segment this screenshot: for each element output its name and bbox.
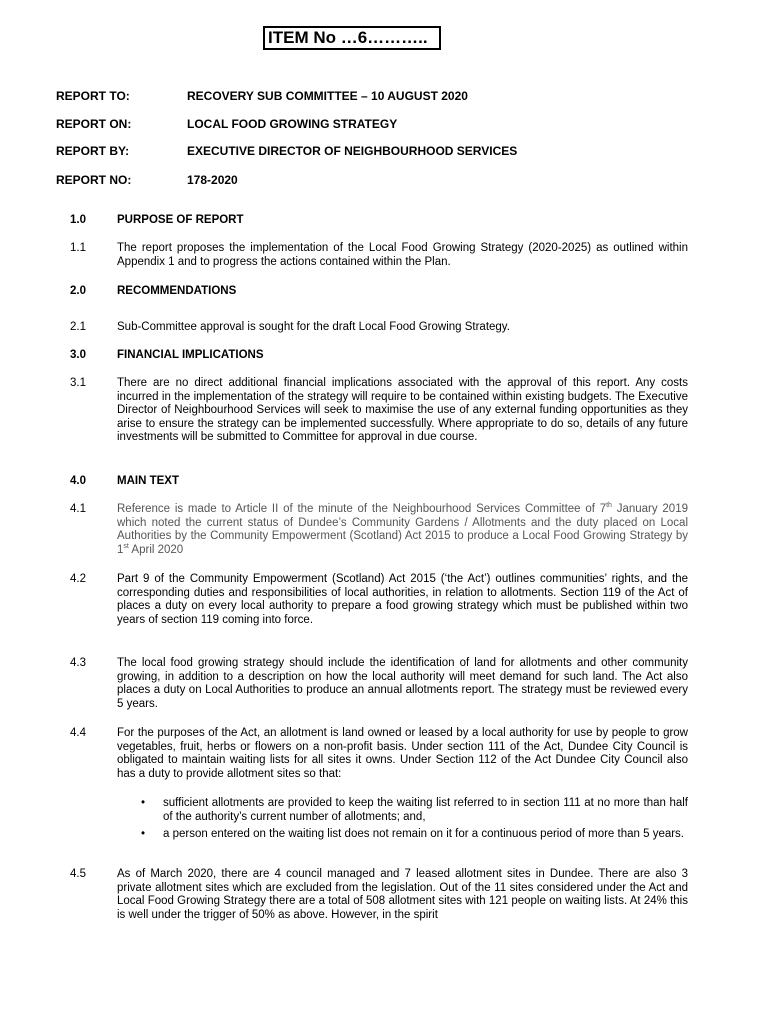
section-heading: PURPOSE OF REPORT <box>117 214 244 226</box>
report-on-label: REPORT ON: <box>56 117 132 131</box>
list-item: • sufficient allotments are provided to keep the waiting list referred to in section 111 at no more than half of the authority’s current number of allotments; and, <box>141 797 688 823</box>
paragraph-text: The report proposes the implementation of the Local Food Growing Strategy (2020-2025) as outlined within Appendix 1 and to progress the actions contained within the Plan. <box>117 242 688 268</box>
paragraph-number: 4.3 <box>70 657 86 669</box>
paragraph-number: 3.1 <box>70 377 86 389</box>
paragraph-number: 1.1 <box>70 242 86 254</box>
report-to-label: REPORT TO: <box>56 89 130 103</box>
paragraph-number: 4.1 <box>70 503 86 515</box>
paragraph-number: 2.1 <box>70 321 86 333</box>
section-number: 2.0 <box>70 285 86 297</box>
section-number: 1.0 <box>70 214 86 226</box>
bullet-icon: • <box>141 797 146 809</box>
paragraph-text: Part 9 of the Community Empowerment (Scotland) Act 2015 (‘the Act’) outlines communities’ rights, and the corresponding duties and responsibilities of local authorities, in relation to allotments. Section 119 of the Act of places a duty on every local authority to prepare a food growing strategy which must be published within two years of section 119 coming into force. <box>117 573 688 626</box>
section-number: 3.0 <box>70 349 86 361</box>
section-number: 4.0 <box>70 475 86 487</box>
paragraph-text: The local food growing strategy should include the identification of land for allotments and other community growing, in addition to a description on how the local authority will meet demand for such land. The Act also places a duty on Local Authorities to produce an annual allotments report. The strategy must be reviewed every 5 years. <box>117 657 688 710</box>
section-heading: MAIN TEXT <box>117 475 179 487</box>
paragraph-text: As of March 2020, there are 4 council managed and 7 leased allotment sites in Dundee. There are also 3 private allotment sites which are excluded from the legislation. Out of the 11 sites considered under the Act and Local Food Growing Strategy there are a total of 508 allotment sites with 121 people on waiting lists. At 24% this is well under the trigger of 50% as above. However, in the spirit <box>117 868 688 921</box>
report-to-value: RECOVERY SUB COMMITTEE – 10 AUGUST 2020 <box>187 89 468 103</box>
paragraph-number: 4.5 <box>70 868 86 880</box>
paragraph-text: There are no direct additional financial implications associated with the approval of this report. Any costs incurred in the implementation of the strategy will require to be contained within existing budgets. The Executive Director of Neighbourhood Services will seek to maximise the use of any external funding opportunities as they arise to ensure the strategy can be implemented successfully. Where appropriate to do so, details of any future investments will be submitted to Committee for approval in due course. <box>117 377 688 444</box>
report-by-label: REPORT BY: <box>56 144 130 158</box>
report-no-label: REPORT NO: <box>56 173 132 187</box>
report-no-value: 178-2020 <box>187 173 238 187</box>
section-heading: RECOMMENDATIONS <box>117 285 237 297</box>
paragraph-text: For the purposes of the Act, an allotment is land owned or leased by a local authority for use by people to grow vegetables, fruit, herbs or flowers on a non-profit basis. Under section 111 of the Act, Dundee City Council is obligated to maintain waiting lists for all sites it owns. Under Section 112 of the Act Dundee City Council also has a duty to provide allotment sites so that: <box>117 727 688 780</box>
paragraph-number: 4.4 <box>70 727 86 739</box>
list-item: • a person entered on the waiting list does not remain on it for a continuous period of more than 5 years. <box>141 828 685 841</box>
bullet-list <box>141 797 688 846</box>
report-by-value: EXECUTIVE DIRECTOR OF NEIGHBOURHOOD SERVICES <box>187 144 518 158</box>
report-on-value: LOCAL FOOD GROWING STRATEGY <box>187 117 398 131</box>
paragraph-text: Sub-Committee approval is sought for the draft Local Food Growing Strategy. <box>117 321 510 333</box>
paragraph-number: 4.2 <box>70 573 86 585</box>
bullet-icon: • <box>141 828 146 841</box>
paragraph-text: Reference is made to Article II of the minute of the Neighbourhood Services Committee of 7th January 2019 which noted the current status of Dundee’s Community Gardens / Allotments and the duty placed on Local Authorities by the Community Empowerment (Scotland) Act 2015 to produce a Local Food Growing Strategy by 1st April 2020 <box>117 502 688 556</box>
section-heading: FINANCIAL IMPLICATIONS <box>117 349 264 361</box>
item-number-box: ITEM No …6……….. <box>263 26 441 50</box>
